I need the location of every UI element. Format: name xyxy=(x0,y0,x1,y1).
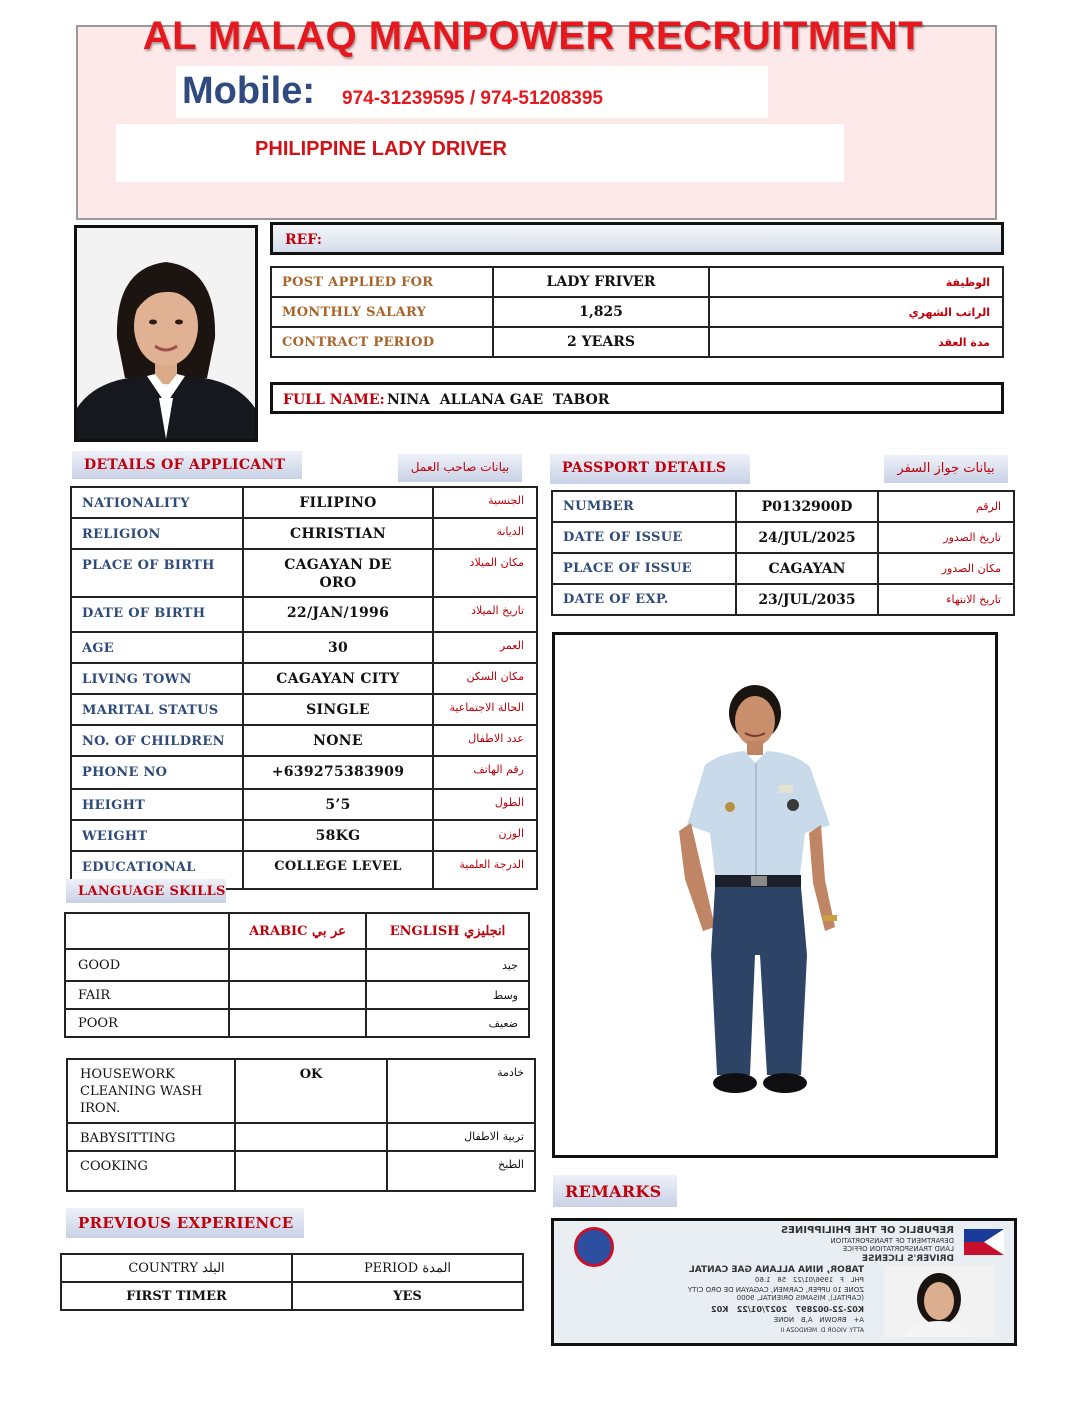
language-level-arabic: جيد xyxy=(366,949,529,981)
table-row xyxy=(67,1059,535,1123)
table-row xyxy=(67,1151,535,1191)
applicant-portrait xyxy=(74,225,258,442)
passport-label: DATE OF EXP. xyxy=(552,584,736,615)
applicant-arabic: الدرجة العلمية xyxy=(433,851,537,889)
ref-bar xyxy=(270,222,1004,255)
post-value: LADY FRIVER xyxy=(493,267,709,297)
language-level: GOOD xyxy=(65,949,229,981)
table-row xyxy=(65,1009,529,1037)
license-number: K02-22-002897 xyxy=(795,1305,864,1314)
table-row xyxy=(71,487,537,518)
language-level-arabic: ضعيف xyxy=(366,1009,529,1037)
table-row xyxy=(67,1123,535,1151)
arabic-level-cell xyxy=(229,1009,366,1037)
license-signatory: ATTY. VIGOR D. MENDOZA II xyxy=(780,1327,864,1334)
table-row xyxy=(61,1254,523,1282)
applicant-section-title: DETAILS OF APPLICANT xyxy=(72,451,302,479)
applicant-arabic: مكان السكن xyxy=(433,663,537,694)
skill-arabic: الطبخ xyxy=(387,1151,535,1191)
country-header: COUNTRY البلد xyxy=(61,1254,292,1282)
passport-section-title: PASSPORT DETAILS xyxy=(550,454,750,484)
language-level: POOR xyxy=(65,1009,229,1037)
applicant-arabic: الديانة xyxy=(433,518,537,549)
table-row xyxy=(71,725,537,756)
applicant-arabic: رقم الهاتف xyxy=(433,756,537,789)
post-label: MONTHLY SALARY xyxy=(271,297,493,327)
license-conditions: NONE xyxy=(773,1316,795,1324)
license-details-line xyxy=(774,1316,864,1324)
full-name-label: FULL NAME: xyxy=(283,392,385,408)
applicant-label: RELIGION xyxy=(71,518,243,549)
lto-seal-icon xyxy=(574,1227,614,1267)
experience-section-title: PREVIOUS EXPERIENCE xyxy=(66,1208,304,1238)
mobile-numbers: 974-31239595 / 974-51208395 xyxy=(342,88,603,109)
language-blank-cell xyxy=(65,913,229,949)
license-dob: 1996/01/22 xyxy=(792,1276,834,1284)
applicant-arabic-title: بيانات صاحب العمل xyxy=(398,454,522,482)
passport-value: 24/JUL/2025 xyxy=(736,522,878,553)
license-office: LAND TRANSPORTATION OFFICE xyxy=(842,1245,954,1253)
full-body-image xyxy=(555,635,995,1155)
english-header: ENGLISH انجليزي xyxy=(366,913,529,949)
table-row xyxy=(71,632,537,663)
applicant-value: NONE xyxy=(243,725,433,756)
job-title: PHILIPPINE LADY DRIVER xyxy=(255,138,507,160)
applicant-label: HEIGHT xyxy=(71,789,243,820)
applicant-value: +639275383909 xyxy=(243,756,433,789)
full-name-box xyxy=(270,382,1004,414)
applicant-label: AGE xyxy=(71,632,243,663)
applicant-label: NO. OF CHILDREN xyxy=(71,725,243,756)
arabic-level-cell xyxy=(229,981,366,1009)
table-row xyxy=(71,663,537,694)
drivers-license-scan xyxy=(551,1218,1017,1346)
ref-label: REF: xyxy=(285,232,322,248)
applicant-value: SINGLE xyxy=(243,694,433,725)
applicant-label: NATIONALITY xyxy=(71,487,243,518)
skill-value xyxy=(235,1123,387,1151)
license-weight: 58 xyxy=(777,1276,787,1284)
passport-label: PLACE OF ISSUE xyxy=(552,553,736,584)
post-arabic: الوظيفة xyxy=(709,267,1003,297)
skill-arabic: تربية الاطفال xyxy=(387,1123,535,1151)
table-row xyxy=(71,694,537,725)
applicant-value: FILIPINO xyxy=(243,487,433,518)
experience-table xyxy=(60,1253,524,1311)
table-row xyxy=(71,789,537,820)
table-row xyxy=(65,981,529,1009)
applicant-arabic: الجنسية xyxy=(433,487,537,518)
applicant-value: CAGAYAN DE ORO xyxy=(243,549,433,597)
applicant-label: DATE OF BIRTH xyxy=(71,597,243,632)
skill-label: HOUSEWORK CLEANING WASH IRON. xyxy=(67,1059,235,1123)
license-photo-image xyxy=(884,1265,994,1337)
passport-value: 23/JUL/2035 xyxy=(736,584,878,615)
license-dept: DEPARTMENT OF TRANSPORTATION xyxy=(830,1237,954,1245)
applicant-table xyxy=(70,486,538,890)
language-level-arabic: وسط xyxy=(366,981,529,1009)
passport-table xyxy=(551,490,1015,616)
applicant-label: PLACE OF BIRTH xyxy=(71,549,243,597)
passport-arabic: تاريخ الانتهاء xyxy=(878,584,1014,615)
arabic-level-cell xyxy=(229,949,366,981)
applicant-label: PHONE NO xyxy=(71,756,243,789)
applicant-value: 58KG xyxy=(243,820,433,851)
remarks-title: REMARKS xyxy=(553,1175,677,1207)
applicant-label: EDUCATIONAL xyxy=(71,851,243,889)
post-value: 1,825 xyxy=(493,297,709,327)
license-codes: A,B xyxy=(800,1316,813,1324)
passport-value: P0132900D xyxy=(736,491,878,522)
license-number-line xyxy=(711,1305,864,1314)
table-row xyxy=(65,949,529,981)
applicant-value: 30 xyxy=(243,632,433,663)
post-label: CONTRACT PERIOD xyxy=(271,327,493,357)
post-label: POST APPLIED FOR xyxy=(271,267,493,297)
country-value: FIRST TIMER xyxy=(61,1282,292,1310)
applicant-label: WEIGHT xyxy=(71,820,243,851)
license-eyes: BROWN xyxy=(819,1316,847,1324)
passport-arabic: تاريخ الصدور xyxy=(878,522,1014,553)
table-row xyxy=(65,913,529,949)
table-row xyxy=(552,584,1014,615)
applicant-value: 5’5 xyxy=(243,789,433,820)
license-agency: K02 xyxy=(711,1305,729,1314)
post-arabic: الراتب الشهري xyxy=(709,297,1003,327)
table-row xyxy=(552,522,1014,553)
skill-value: OK xyxy=(235,1059,387,1123)
table-row xyxy=(61,1282,523,1310)
arabic-header: ARABIC عر بي xyxy=(229,913,366,949)
table-row xyxy=(552,491,1014,522)
table-row xyxy=(71,820,537,851)
flag-icon xyxy=(964,1229,1004,1255)
applicant-value: 22/JAN/1996 xyxy=(243,597,433,632)
license-address: ZONE 10 UPPER, CARMEN, CAGAYAN DE ORO CITY (CAPITAL), MISAMIS ORIENTAL, 9000 xyxy=(687,1286,864,1302)
post-table xyxy=(270,266,1004,358)
period-value: YES xyxy=(292,1282,523,1310)
passport-arabic-title: بيانات جواز السفر xyxy=(884,455,1008,483)
license-sex: F xyxy=(839,1276,844,1284)
post-row xyxy=(271,327,1003,357)
post-row xyxy=(271,267,1003,297)
period-header: PERIOD المدة xyxy=(292,1254,523,1282)
license-republic: REPUBLIC OF THE PHILIPPINES xyxy=(780,1225,954,1236)
applicant-value: COLLEGE LEVEL xyxy=(243,851,433,889)
passport-arabic: الرقم xyxy=(878,491,1014,522)
license-name: TABOR, NINA ALLANA GAE CANTAL xyxy=(689,1265,864,1275)
applicant-value: CHRISTIAN xyxy=(243,518,433,549)
license-nationality: PHL xyxy=(850,1276,864,1284)
applicant-arabic: الطول xyxy=(433,789,537,820)
language-section-title: LANGUAGE SKILLS xyxy=(66,879,226,903)
skill-label: COOKING xyxy=(67,1151,235,1191)
language-level: FAIR xyxy=(65,981,229,1009)
license-bio-line xyxy=(755,1276,864,1284)
mobile-label: Mobile: xyxy=(182,70,315,112)
license-photo xyxy=(884,1265,994,1337)
full-name-value: NINA ALLANA GAE TABOR xyxy=(387,392,610,408)
table-row xyxy=(71,518,537,549)
post-arabic: مدة العقد xyxy=(709,327,1003,357)
applicant-label: MARITAL STATUS xyxy=(71,694,243,725)
passport-value: CAGAYAN xyxy=(736,553,878,584)
applicant-label: LIVING TOWN xyxy=(71,663,243,694)
applicant-arabic: العمر xyxy=(433,632,537,663)
license-height: 1.60 xyxy=(754,1276,771,1284)
license-type: DRIVER'S LICENSE xyxy=(861,1254,954,1264)
applicant-arabic: مكان الميلاد xyxy=(433,549,537,597)
table-row xyxy=(552,553,1014,584)
company-name: AL MALAQ MANPOWER RECRUITMENT xyxy=(142,14,924,58)
passport-label: DATE OF ISSUE xyxy=(552,522,736,553)
skill-label: BABYSITTING xyxy=(67,1123,235,1151)
table-row xyxy=(71,549,537,597)
license-expiry: 2027/01/22 xyxy=(736,1305,788,1314)
applicant-arabic: عدد الاطفال xyxy=(433,725,537,756)
applicant-value: CAGAYAN CITY xyxy=(243,663,433,694)
license-blood-type: A+ xyxy=(853,1316,864,1324)
post-row xyxy=(271,297,1003,327)
passport-label: NUMBER xyxy=(552,491,736,522)
post-value: 2 YEARS xyxy=(493,327,709,357)
skill-arabic: خادمة xyxy=(387,1059,535,1123)
skills-table xyxy=(66,1058,536,1192)
license-card xyxy=(554,1221,1014,1343)
table-row xyxy=(71,756,537,789)
table-row xyxy=(71,597,537,632)
full-body-photo xyxy=(552,632,998,1158)
skill-value xyxy=(235,1151,387,1191)
passport-arabic: مكان الصدور xyxy=(878,553,1014,584)
portrait-image xyxy=(77,228,255,439)
applicant-arabic: تاريخ الميلاد xyxy=(433,597,537,632)
language-table xyxy=(64,912,530,1038)
applicant-arabic: الوزن xyxy=(433,820,537,851)
applicant-arabic: الحالة الاجتماعية xyxy=(433,694,537,725)
